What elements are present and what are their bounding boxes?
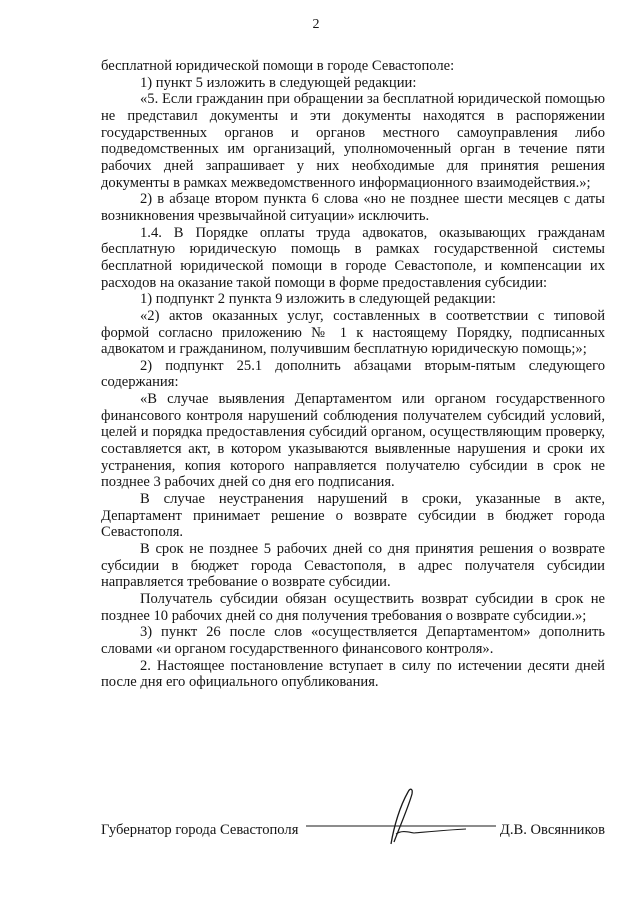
paragraph-item-5-text: «5. Если гражданин при обращении за бесплатной юридической помощью не представил документы и эти документы находятся в распоряжении государственных органов и органов местного самоуправления либо подведомственных им организаций, уполномоченный орган в течение пяти рабочих дней запрашивает у них необходимые для принятия решения документы в рамках межведомственного информационного взаимодействия.»; — [101, 91, 605, 191]
paragraph-subitem-1: 1) подпункт 2 пункта 9 изложить в следующей редакции: — [140, 291, 496, 308]
paragraph-entry-into-force: 2. Настоящее постановление вступает в силу по истечении десяти дней после дня его официального опубликования. — [101, 657, 605, 691]
page-number: 2 — [312, 17, 320, 32]
paragraph-item-1-heading: 1) пункт 5 изложить в следующей редакции: — [140, 74, 417, 91]
paragraph-subitem-3: 3) пункт 26 после слов «осуществляется Департаментом» дополнить словами «и органом государственного финансового контроля». — [101, 624, 605, 657]
paragraph-return-requirement: В срок не позднее 5 рабочих дней со дня принятия решения о возврате субсидии в бюджет города Севастополя, в адрес получателя субсидии направляется требование о возврате субсидии. — [101, 541, 605, 591]
paragraph-control-violations: «В случае выявления Департаментом или органом государственного финансового контроля нарушений соблюдения получателем субсидий условий, целей и порядка предоставления субсидий органом, осуществляющим проверку, составляется акт, в котором указываются выявленные нарушения и сроки их устранения, копия которого направляется получателю субсидии в срок не позднее 3 рабочих дней со дня его подписания. — [101, 391, 605, 491]
paragraph-subitem-2: 2) подпункт 25.1 дополнить абзацами вторым-пятым следующего содержания: — [101, 357, 605, 391]
handwritten-signature — [296, 786, 496, 846]
signatory-name: Д.В. Овсянников — [499, 822, 605, 838]
document-body — [101, 58, 605, 691]
paragraph-return-obligation: Получатель субсидии обязан осуществить возврат субсидии в срок не позднее 10 рабочих дней со дня получения требования о возврате субсидии.»; — [101, 591, 605, 624]
paragraph-item-2-amendment: 2) в абзаце втором пункта 6 слова «но не позднее шести месяцев с даты возникновения чрезвычайной ситуации» исключить. — [101, 191, 605, 224]
paragraph-non-elimination: В случае неустранения нарушений в сроки, указанные в акте, Департамент принимает решение о возврате субсидии в бюджет города Севастополя. — [101, 491, 605, 541]
paragraph-section-1-4: 1.4. В Порядке оплаты труда адвокатов, оказывающих гражданам бесплатную юридическую помощь в рамках государственной системы бесплатной юридической помощи в городе Севастополе, и компенсации их расходов на оказание такой помощи в форме предоставления субсидии: — [101, 224, 605, 291]
paragraph-subitem-1-text: «2) актов оказанных услуг, составленных в соответствии с типовой формой согласно приложению № 1 к настоящему Порядку, подписанных адвокатом и гражданином, получившим бесплатную юридическую помощь;»; — [101, 307, 605, 358]
paragraph-continuation: бесплатной юридической помощи в городе Севастополе: — [101, 58, 455, 74]
signatory-title: Губернатор города Севастополя — [101, 822, 299, 838]
